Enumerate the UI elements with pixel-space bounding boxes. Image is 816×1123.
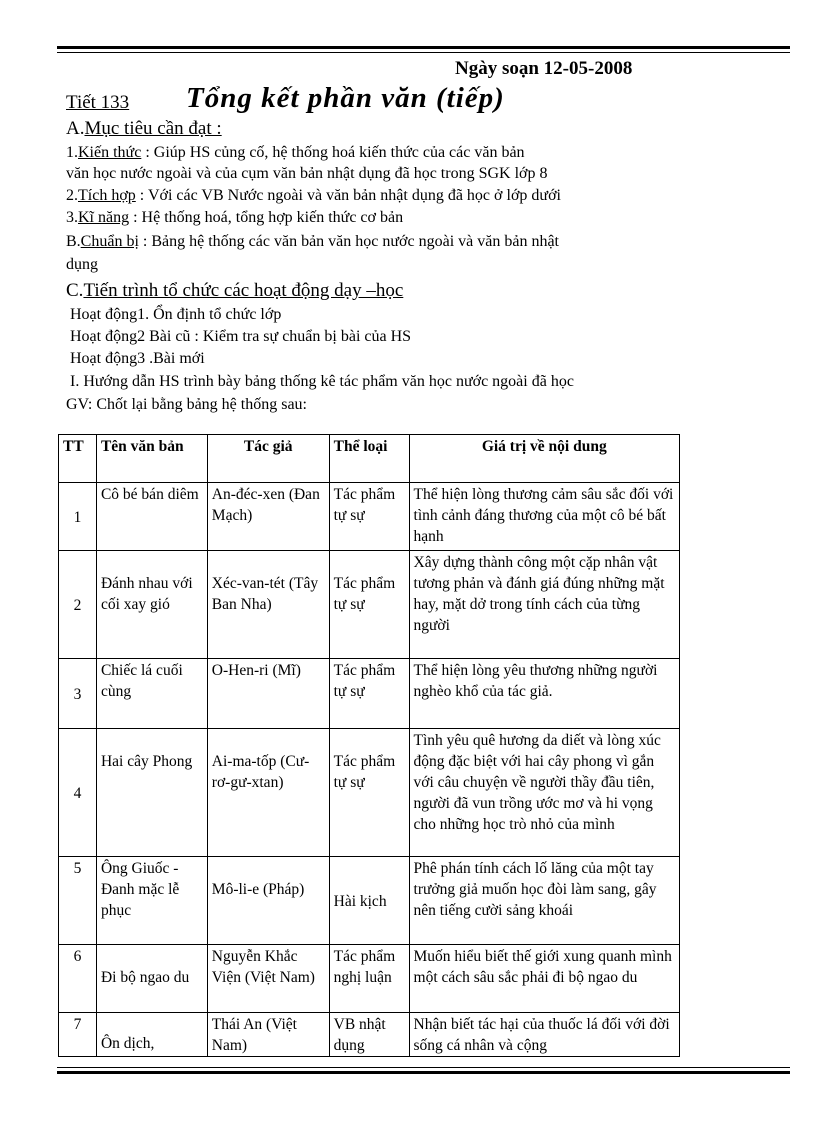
activity-3: Hoạt động3 .Bài mới — [70, 350, 205, 367]
bottom-rule-thin — [57, 1067, 790, 1068]
instruction-line: I. Hướng dẫn HS trình bày bảng thống kê tác phẩm văn học nước ngoài đã học — [70, 373, 574, 390]
top-rule-thin — [57, 52, 790, 53]
section-b-cont: dụng — [66, 256, 98, 273]
activity-1: Hoạt động1. Ổn định tổ chức lớp — [70, 306, 282, 323]
table-row: 4 Hai cây Phong Ai-ma-tốp (Cư-rơ-gư-xtan) Tác phẩm tự sự Tình yêu quê hương da diết và lòng xúc động đặc biệt với hai cây phong vì gắn với câu chuyện về người thầy đầu tiên, người đã vun trồng ước mơ và hi vọng cho những học trò nhỏ của mình — [59, 729, 680, 857]
table-row: 5 Ông Giuốc - Đanh mặc lễ phục Mô-li-e (Pháp) Hài kịch Phê phán tính cách lố lăng của một tay trưởng giả muốn học đòi làm sang, gây nên tiếng cười sảng khoái — [59, 857, 680, 945]
table-row: 3 Chiếc lá cuối cùng O-Hen-ri (Mĩ) Tác phẩm tự sự Thể hiện lòng yêu thương những người nghèo khổ của tác giả. — [59, 659, 680, 729]
objective-integration: 2.Tích hợp : Với các VB Nước ngoài và văn bản nhật dụng đã học ở lớp dưới — [66, 187, 561, 204]
objective-knowledge: 1.Kiến thức : Giúp HS củng cố, hệ thống hoá kiến thức của các văn bản — [66, 144, 525, 161]
objective-knowledge-cont: văn học nước ngoài và của cụm văn bản nhật dụng đã học trong SGK lớp 8 — [66, 165, 548, 182]
table-row: 7 Ôn dịch, Thái An (Việt Nam) VB nhật dụng Nhận biết tác hại của thuốc lá đối với đời sống cá nhân và cộng — [59, 1013, 680, 1057]
header-title: Tên văn bản — [96, 435, 207, 483]
lesson-number: Tiết 133 — [66, 92, 130, 113]
page-title: Tổng kết phần văn (tiếp) — [186, 82, 505, 114]
section-c: C.Tiến trình tổ chức các hoạt động dạy –học — [66, 280, 404, 301]
section-a-title: Mục tiêu cần đạt : — [84, 118, 222, 139]
activity-2: Hoạt động2 Bài cũ : Kiểm tra sự chuẩn bị bài của HS — [70, 328, 412, 345]
section-a: A.Mục tiêu cần đạt : — [66, 118, 222, 139]
bottom-rule — [57, 1071, 790, 1074]
header-tt: TT — [59, 435, 97, 483]
teacher-note: GV: Chốt lại bằng bảng hệ thống sau: — [66, 396, 307, 413]
header-content: Giá trị về nội dung — [409, 435, 679, 483]
header-author: Tác giả — [207, 435, 329, 483]
literature-summary-table — [58, 434, 680, 1057]
section-b: B.Chuẩn bị : Bảng hệ thống các văn bản văn học nước ngoài và văn bản nhật — [66, 233, 559, 250]
table-row: 6 Đi bộ ngao du Nguyễn Khắc Viện (Việt Nam) Tác phẩm nghị luận Muốn hiểu biết thế giới xung quanh mình một cách sâu sắc phải đi bộ ngao du — [59, 945, 680, 1013]
date-prepared: Ngày soạn 12-05-2008 — [455, 58, 633, 79]
header-genre: Thể loại — [329, 435, 409, 483]
table-header-row — [59, 435, 680, 483]
section-c-title: Tiến trình tổ chức các hoạt động dạy –học — [83, 280, 404, 301]
objective-skills: 3.Kĩ năng : Hệ thống hoá, tổng hợp kiến thức cơ bản — [66, 209, 404, 226]
table-row: 2 Đánh nhau với cối xay gió Xéc-van-tét (Tây Ban Nha) Tác phẩm tự sự Xây dựng thành công một cặp nhân vật tương phản và đánh giá đúng những mặt hay, mặt dở trong tính cách của từng người — [59, 551, 680, 659]
top-rule — [57, 46, 790, 49]
table-row: 1 Cô bé bán diêm An-đéc-xen (Đan Mạch) Tác phẩm tự sự Thể hiện lòng thương cảm sâu sắc đối với tình cảnh đáng thương của một cô bé bất hạnh — [59, 483, 680, 551]
